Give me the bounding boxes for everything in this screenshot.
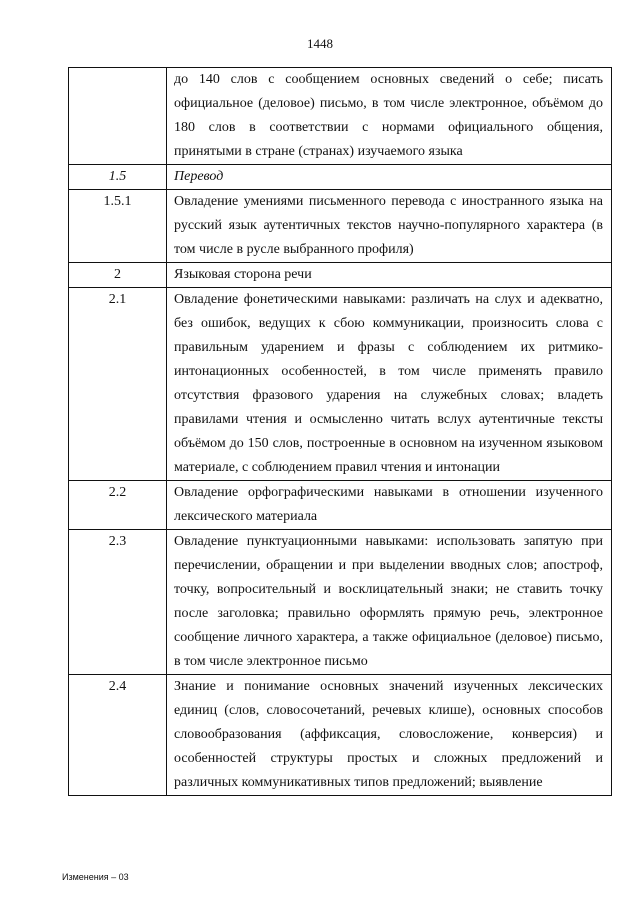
- row-text: Овладение умениями письменного перевода с иностранного языка на русский язык аутентичных текстов научно-популярного характера (в том числе в русле выбранного профиля): [167, 190, 612, 263]
- footer-revision: Изменения – 03: [62, 872, 129, 882]
- page-number: 1448: [307, 36, 333, 51]
- row-text: Перевод: [167, 165, 612, 190]
- row-number: 2: [69, 263, 167, 288]
- row-text: Овладение орфографическими навыками в отношении изученного лексического материала: [167, 481, 612, 530]
- table-row: [69, 675, 612, 796]
- table-row: [69, 263, 612, 288]
- row-text: Языковая сторона речи: [167, 263, 612, 288]
- row-number: 2.4: [69, 675, 167, 796]
- row-text: Знание и понимание основных значений изученных лексических единиц (слов, словосочетаний, речевых клише), основных способов словообразования (аффиксация, словосложение, конверсия) и особенностей структуры простых и сложных предложений и различных коммуникативных типов предложений; выявление: [167, 675, 612, 796]
- row-number: [69, 68, 167, 165]
- row-text: до 140 слов с сообщением основных сведений о себе; писать официальное (деловое) письмо, в том числе электронное, объёмом до 180 слов в соответствии с нормами официального общения, принятыми в стране (странах) изучаемого языка: [167, 68, 612, 165]
- table-row: [69, 288, 612, 481]
- table-row: [69, 481, 612, 530]
- table-row: [69, 165, 612, 190]
- row-number: 2.1: [69, 288, 167, 481]
- row-number: 2.3: [69, 530, 167, 675]
- row-number: 2.2: [69, 481, 167, 530]
- row-number: 1.5: [69, 165, 167, 190]
- table-row: [69, 68, 612, 165]
- row-text: Овладение фонетическими навыками: различать на слух и адекватно, без ошибок, ведущих к сбою коммуникации, произносить слова с правильным ударением и фразы с соблюдением их ритмико-интонационных особенностей, в том числе применять правило отсутствия фразового ударения на служебных словах; владеть правилами чтения и осмысленно читать вслух аутентичные тексты объёмом до 150 слов, построенные в основном на изученном языковом материале, с соблюдением правил чтения и интонации: [167, 288, 612, 481]
- table-row: [69, 190, 612, 263]
- row-text: Овладение пунктуационными навыками: использовать запятую при перечислении, обращении и при выделении вводных слов; апостроф, точку, вопросительный и восклицательный знаки; не ставить точку после заголовка; правильно оформлять прямую речь, электронное сообщение личного характера, а также официальное (деловое) письмо, в том числе электронное письмо: [167, 530, 612, 675]
- row-number: 1.5.1: [69, 190, 167, 263]
- table-row: [69, 530, 612, 675]
- content-table: [68, 67, 612, 796]
